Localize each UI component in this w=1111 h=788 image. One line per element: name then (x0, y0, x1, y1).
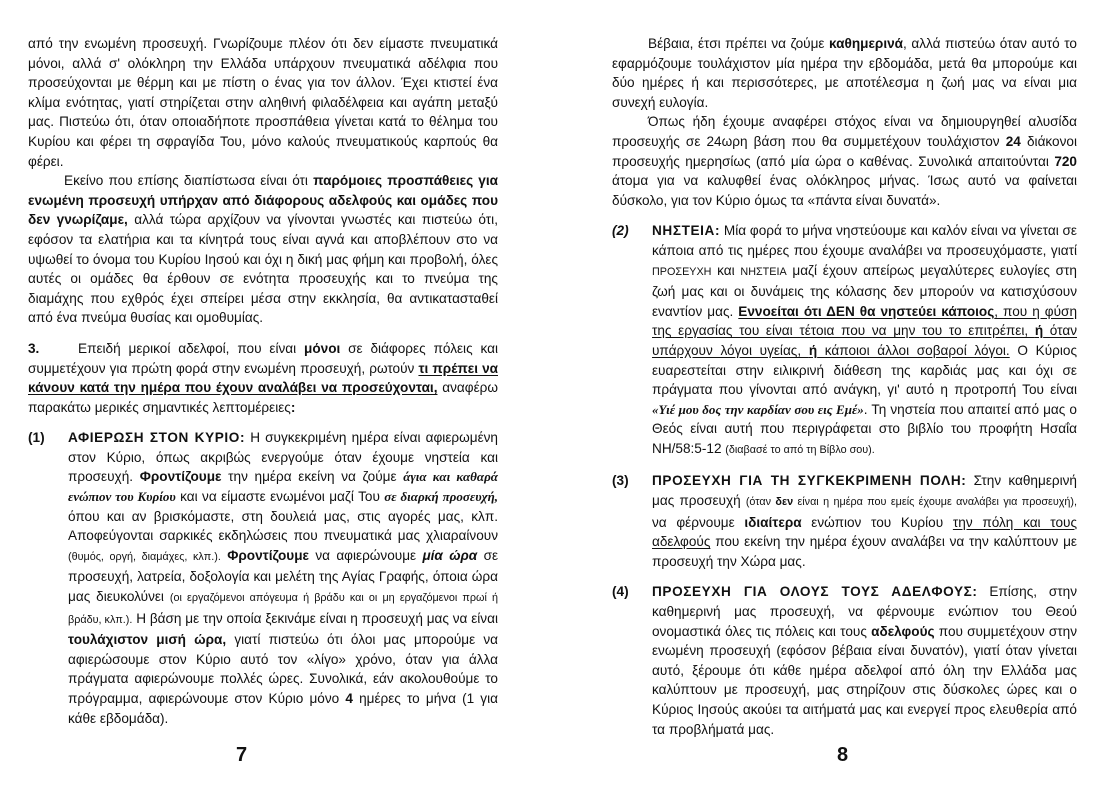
paragraph-number: 3. (28, 340, 40, 356)
list-item: (3) ΠΡΟΣΕΥΧΗ ΓΙΑ ΤΗ ΣΥΓΚΕΚΡΙΜΕΝΗ ΠΟΛΗ: Στην καθημερινή μας προσευχή (όταν δεν είναι η ημέρα που εμείς έχουμε αναλάβει για προσευχή), να φέρνουμε ιδιαίτερα ενώπιον του Κυρίου την πόλη και τους αδελφούς που εκείνη την ημέρα έχουν αναλάβει να την καλύπτουν με προσευχή την Χώρα μας. (612, 473, 1078, 569)
item-heading: ΑΦΙΕΡΩΣΗ ΣΤΟΝ ΚΥΡΙΟ: (68, 430, 246, 446)
item-number: (2) (612, 223, 629, 239)
paragraph-3: 3. Επειδή μερικοί αδελφοί, που είναι μόνοι σε διάφορες πόλεις και συμμετέχουν για πρώτη φορά στην ενωμένη προσευχή, ρωτούν τι πρέπει να κάνουν κατά την ημέρα που έχουν αναλάβει να προσεύχονται, αναφέρω παρακάτω μερικές σημαντικές λεπτομέρειες: (28, 340, 498, 415)
item-number: (3) (612, 473, 629, 489)
list-item: (1) ΑΦΙΕΡΩΣΗ ΣΤΟΝ ΚΥΡΙΟ: Η συγκεκριμένη ημέρα είναι αφιερωμένη στον Κύριο, όπως ακριβώς ενεργούμε όταν έχουμε νηστεία και προσευχή. Φροντίζουμε την ημέρα εκείνη να ζούμε άγια και καθαρά ενώπιον του Κυρίου και να είμαστε ενωμένοι μαζί Του σε διαρκή προσευχή, όπου και αν βρισκόμαστε, στη δουλειά μας, στις αγορές μας, κλπ. Αποφεύγονται σαρκικές εκδηλώσεις που πνευματικά μας χλιαραίνουν (θυμός, οργή, διαμάχες, κλπ.). Φροντίζουμε να αφιερώνουμε μία ώρα σε προσευχή, λατρεία, δοξολογία και μελέτη της Αγίας Γραφής, όποια ώρα μας διευκολύνει (οι εργαζόμενοι απόγευμα ή βράδυ και οι μη εργαζόμενοι πρωί ή βράδυ, κλπ.). Η βάση με την οποία ξεκινάμε είναι η προσευχή μας να είναι τουλάχιστον μισή ώρα, γιατί πιστεύω ότι όλοι μας μπορούμε να αφιερώσουμε στον Κύριο αυτό τον «λίγο» χρόνο, όταν για άλλα πράγματα αφιερώνουμε πολλές ώρες. Συνολικά, εάν ακολουθούμε το πρόγραμμα, αφιερώνουμε στον Κύριο μόνο 4 ημέρες το μήνα (1 για κάθε εβδομάδα). (28, 430, 499, 726)
left-page (28, 34, 498, 728)
paragraph: Όπως ήδη έχουμε αναφέρει στόχος είναι να δημιουργηθεί αλυσίδα προσευχής σε 24ωρη βάση που θα συμμετέχουν τουλάχιστον 24 διάκονοι προσευχής ημερησίως (από μία ώρα ο καθένας. Συνολικά απαιτούνται 720 άτομα για να καλυφθεί ένας ολόκληρος μήνας. Ίσως αυτό να φαίνεται δύσκολο, για τον Κύριο όμως τα «πάντα είναι δυνατά». (612, 114, 1077, 208)
item-number: (1) (28, 430, 45, 446)
paragraph: από την ενωμένη προσευχή. Γνωρίζουμε πλέον ότι δεν είμαστε πνευματικά μόνοι, αλλά σ' ολόκληρη την Ελλάδα υπάρχουν πνευματικά αδέλφια που προσεύχονται με θέρμη και με πίστη ο ένας για τον άλλον. Έχει κτιστεί ένα κλίμα ενότητας, γιατί στηρίζεται στην αληθινή φιλαδέλφεια και αγάπη μεταξύ μας. Πιστεύω ότι, όταν οποιαδήποτε προσπάθεια γίνεται κατά το θέλημα του Κυρίου και φέρει τη σφραγίδα Του, μόνο καλούς πνευματικούς καρπούς θα φέρει. (28, 36, 498, 169)
item-heading: ΠΡΟΣΕΥΧΗ ΓΙΑ ΤΗ ΣΥΓΚΕΚΡΙΜΕΝΗ ΠΟΛΗ: (652, 473, 967, 489)
paragraph: Εκείνο που επίσης διαπίστωσα είναι ότι παρόμοιες προσπάθειες για ενωμένη προσευχή υπήρχαν από διάφορους αδελφούς και ομάδες που δεν γνωρίζαμε, αλλά τώρα αρχίζουν να γίνονται γνωστές και πιστεύω ότι, εφόσον τα ελατήρια και τα κίνητρά τους είναι αγνά και αποβλέπουν στο να υψωθεί το όνομα του Κυρίου Ιησού και όχι η δική μας φήμη και προβολή, όλες αυτές οι ομάδες θα έρθουν σε ενότητα προσευχής και το πνεύμα της διαμάχης που εχθρός έχει σπείρει μέσα στην εκκλησία, θα αντικατασταθεί από ένα πνεύμα θυσίας και ομοθυμίας. (28, 173, 498, 326)
page-number-left: 7 (236, 744, 248, 766)
item-number: (4) (612, 584, 629, 600)
page-number-right: 8 (837, 744, 849, 766)
list-item: (2) ΝΗΣΤΕΙΑ: Μία φορά το μήνα νηστεύουμε και καλόν είναι να γίνεται σε κάποια από τις ημέρες που έχουμε αναλάβει να προσευχόμαστε, γιατί ΠΡΟΣΕΥΧΗ και ΝΗΣΤΕΙΑ μαζί έχουν απείρως μεγαλύτερες ευλογίες στη ζωή μας και οι δυνάμεις της κόλασης δεν μπορούν να κατισχύσουν εναντίον μας. Εννοείται ότι ΔΕΝ θα νηστεύει κάποιος, που η φύση της εργασίας του είναι τέτοια που να μην του το επιτρέπει, ή όταν υπάρχουν λόγοι υγείας, ή κάποιοι άλλοι σοβαροί λόγοι. Ο Κύριος ευαρεστείται στην ειλικρινή διάθεση της καρδιάς μας και όχι σε πράγματα που γίνονται από ανάγκη, γι' αυτό η προτροπή Του είναι «Υιέ μου δος την καρδίαν σου εις Εμέ». Τη νηστεία που απαιτεί από μας ο Θεός είναι αυτή που περιγράφεται στο βιβλίο του προφήτη Ησαΐα ΝΗ/58:5-12 (διαβασέ το από τη Βίβλο σου). (612, 223, 1078, 456)
paragraph: Βέβαια, έτσι πρέπει να ζούμε καθημερινά, αλλά πιστεύω όταν αυτό το εφαρμόζουμε τουλάχιστον μία ημέρα την εβδομάδα, μετά θα μπορούμε και δύο ημέρες ή και περισσότερες, με αποτέλεσμα η ζωή μας να είναι μια συνεχή ευλογία. (612, 36, 1077, 110)
item-heading: ΠΡΟΣΕΥΧΗ ΓΙΑ ΟΛΟΥΣ ΤΟΥΣ ΑΔΕΛΦΟΥΣ: (652, 584, 978, 600)
list-item: (4) ΠΡΟΣΕΥΧΗ ΓΙΑ ΟΛΟΥΣ ΤΟΥΣ ΑΔΕΛΦΟΥΣ: Επίσης, στην καθημερινή μας προσευχή, να φέρνουμε ενώπιον του Θεού ονομαστικά όλες τις πόλεις και τους αδελφούς που συμμετέχουν στην ενωμένη προσευχή (εφόσον βέβαια είναι δυνατόν), γιατί όταν γίνεται αυτό, ξέρουμε ότι κάθε ημέρα αδελφοί από όλη την Ελλάδα μας καλύπτουν με προσευχή, μας στηρίζουν στις δύσκολες ώρες και ο Κύριος Ιησούς ακούει τα αιτήματά μας και ενεργεί προς ελευθερία από τα προβλήματά μας. (612, 584, 1078, 737)
item-heading: ΝΗΣΤΕΙΑ: (652, 223, 721, 239)
right-page (612, 34, 1077, 739)
